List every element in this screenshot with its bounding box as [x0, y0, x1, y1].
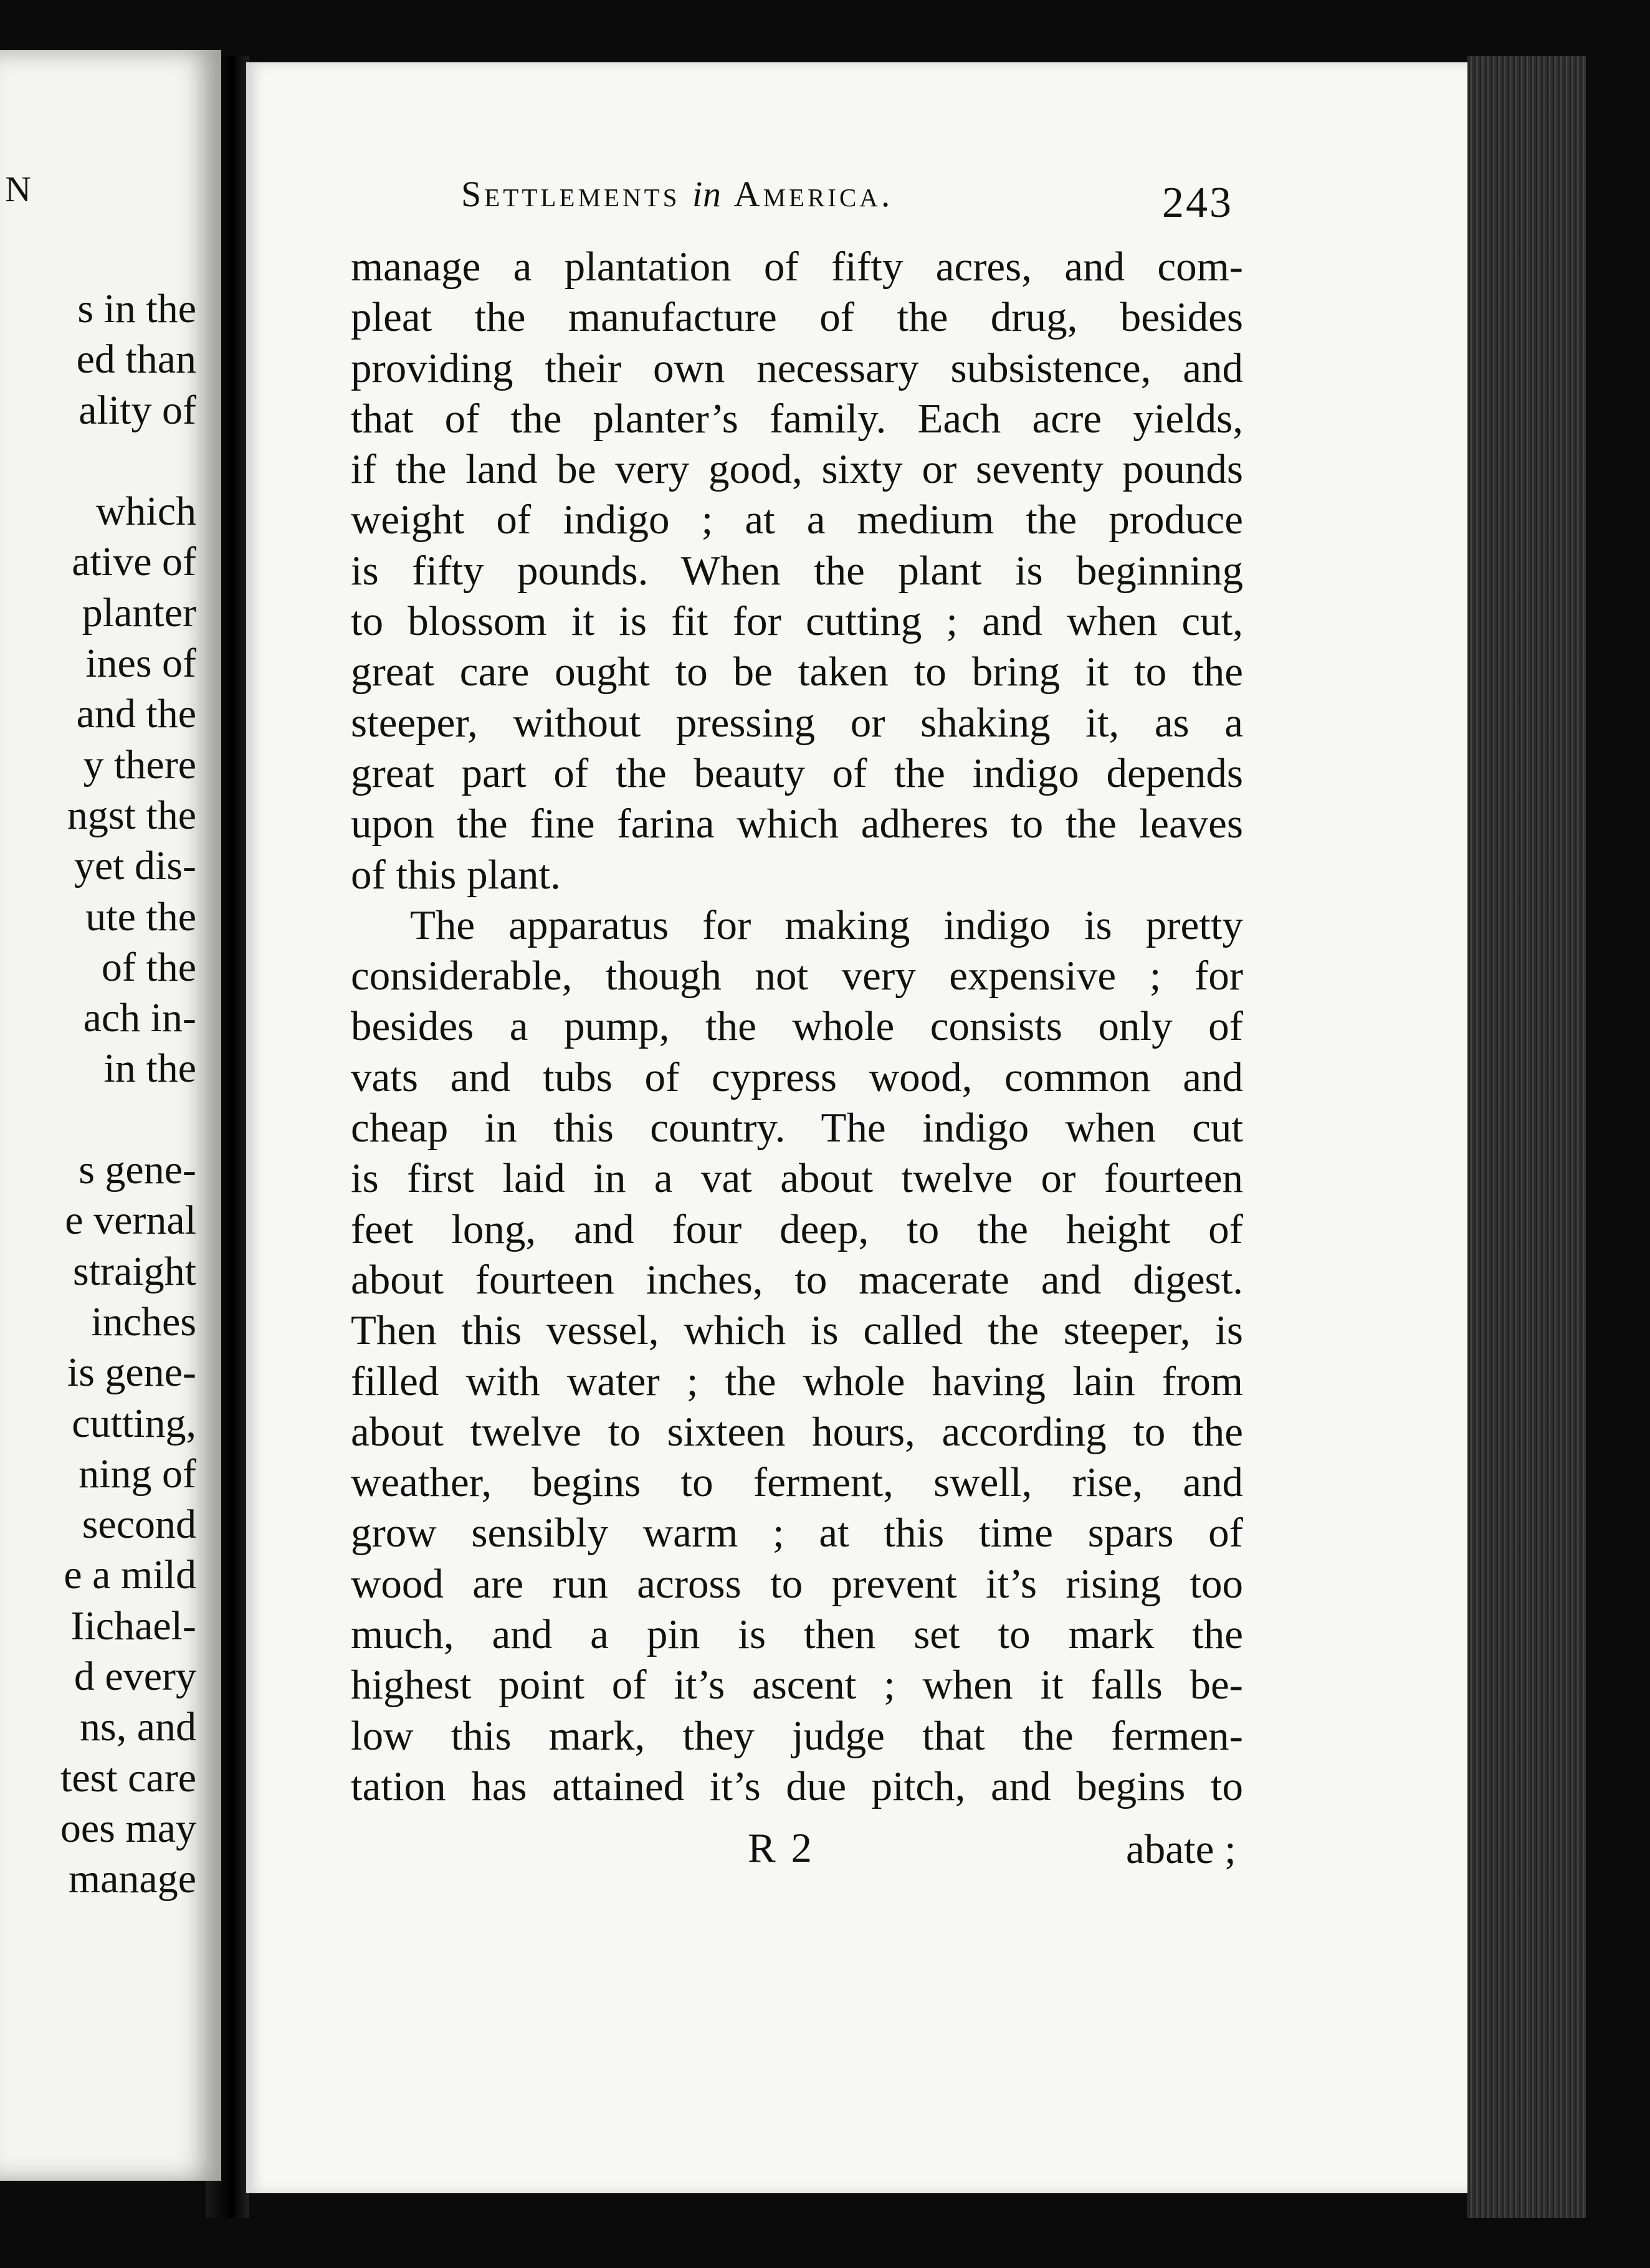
previous-page-line: s in the — [77, 286, 196, 331]
text-line: grow sensibly warm ; at this time spars of — [351, 1510, 1243, 1556]
text-line: wood are run across to prevent it’s rising too — [351, 1560, 1243, 1607]
body-text — [351, 242, 1243, 1812]
previous-page-line: cutting, — [72, 1400, 196, 1446]
previous-page-line: planter — [82, 589, 196, 636]
previous-page-line — [0, 1094, 196, 1145]
previous-page-line: second — [82, 1502, 196, 1548]
previous-page-line: ative of — [72, 539, 196, 585]
text-line: is first laid in a vat about twelve or fourteen — [351, 1155, 1243, 1202]
text-line: providing their own necessary subsistence, and — [351, 345, 1243, 391]
previous-page-line: which — [95, 488, 196, 535]
previous-page-line: ns, and — [80, 1704, 196, 1750]
text-line: steeper, without pressing or shaking it, as a — [351, 699, 1243, 746]
previous-page-line: ach in- — [83, 995, 196, 1041]
text-line: about twelve to sixteen hours, according to the — [351, 1408, 1243, 1455]
previous-page-line: yet dis- — [74, 843, 196, 889]
text-line: much, and a pin is then set to mark the — [351, 1611, 1243, 1658]
catchword: abate ; — [1126, 1826, 1236, 1872]
text-line: upon the fine farina which adheres to the leaves — [351, 801, 1243, 847]
running-head-word: Settlements — [461, 174, 680, 214]
previous-page-line: straight — [73, 1248, 196, 1294]
text-line: low this mark, they judge that the fermen- — [351, 1712, 1243, 1759]
text-line: tation has attained it’s due pitch, and begins to — [351, 1763, 1243, 1809]
text-line: of this plant. — [351, 851, 561, 898]
text-line: manage a plantation of fifty acres, and com- — [351, 244, 1243, 290]
previous-page-line: ngst the — [67, 792, 196, 838]
text-line: pleat the manufacture of the drug, besides — [351, 294, 1243, 341]
text-line: feet long, and four deep, to the height of — [351, 1206, 1243, 1252]
text-line: weight of indigo ; at a medium the produce — [351, 497, 1243, 543]
previous-page-line: and the — [76, 691, 196, 737]
previous-page-line: is gene- — [67, 1350, 196, 1396]
previous-page-line: manage — [68, 1856, 196, 1902]
previous-page-header-fragment: N — [5, 169, 32, 209]
running-head — [461, 173, 893, 215]
text-line: great part of the beauty of the indigo depends — [351, 750, 1243, 796]
previous-page-line: ute the — [85, 893, 196, 940]
previous-page-line: y there — [83, 741, 196, 788]
previous-page-line: e a mild — [64, 1552, 196, 1598]
page-number: 243 — [1162, 179, 1233, 227]
text-line: weather, begins to ferment, swell, rise, and — [351, 1459, 1243, 1506]
previous-page-line: oes may — [60, 1805, 196, 1851]
text-line: is fifty pounds. When the plant is beginning — [351, 547, 1243, 594]
previous-page-line: e vernal — [65, 1198, 196, 1244]
previous-page-line: in the — [103, 1046, 196, 1092]
text-line: to blossom it is fit for cutting ; and when cut, — [351, 598, 1243, 645]
page-edges — [1467, 56, 1598, 2218]
signature-mark: R 2 — [748, 1825, 814, 1871]
text-line: considerable, though not very expensive ; for — [351, 953, 1243, 999]
text-line: cheap in this country. The indigo when cut — [351, 1105, 1243, 1151]
text-line: besides a pump, the whole consists only of — [351, 1003, 1243, 1050]
previous-page-line: ning of — [79, 1451, 196, 1497]
previous-page-text — [0, 284, 196, 1905]
text-line: that of the planter’s family. Each acre yields, — [351, 395, 1243, 442]
text-line: filled with water ; the whole having lain from — [351, 1358, 1243, 1404]
running-head-word: America. — [733, 174, 894, 214]
running-head-word: in — [692, 174, 722, 214]
previous-page-line: ed than — [76, 336, 196, 383]
text-line: great care ought to be taken to bring it to the — [351, 649, 1243, 695]
previous-page — [0, 50, 221, 2181]
text-line: The apparatus for making indigo is pretty — [410, 902, 1243, 948]
text-line: Then this vessel, which is called the steeper, is — [351, 1307, 1243, 1354]
previous-page-line: inches — [91, 1298, 196, 1345]
previous-page-line: Iichael- — [70, 1603, 196, 1649]
previous-page-line: d every — [74, 1654, 196, 1700]
text-line: vats and tubs of cypress wood, common and — [351, 1054, 1243, 1100]
previous-page-line: s gene- — [79, 1147, 196, 1193]
text-line: highest point of it’s ascent ; when it falls be- — [351, 1662, 1243, 1708]
previous-page-line: test care — [60, 1755, 196, 1801]
previous-page-line: ines of — [85, 641, 196, 687]
text-line: about fourteen inches, to macerate and digest. — [351, 1256, 1243, 1303]
previous-page-line: of the — [101, 944, 196, 990]
previous-page-line: ality of — [79, 387, 196, 433]
previous-page-line — [0, 436, 196, 486]
text-line: if the land be very good, sixty or seventy pounds — [351, 446, 1243, 493]
